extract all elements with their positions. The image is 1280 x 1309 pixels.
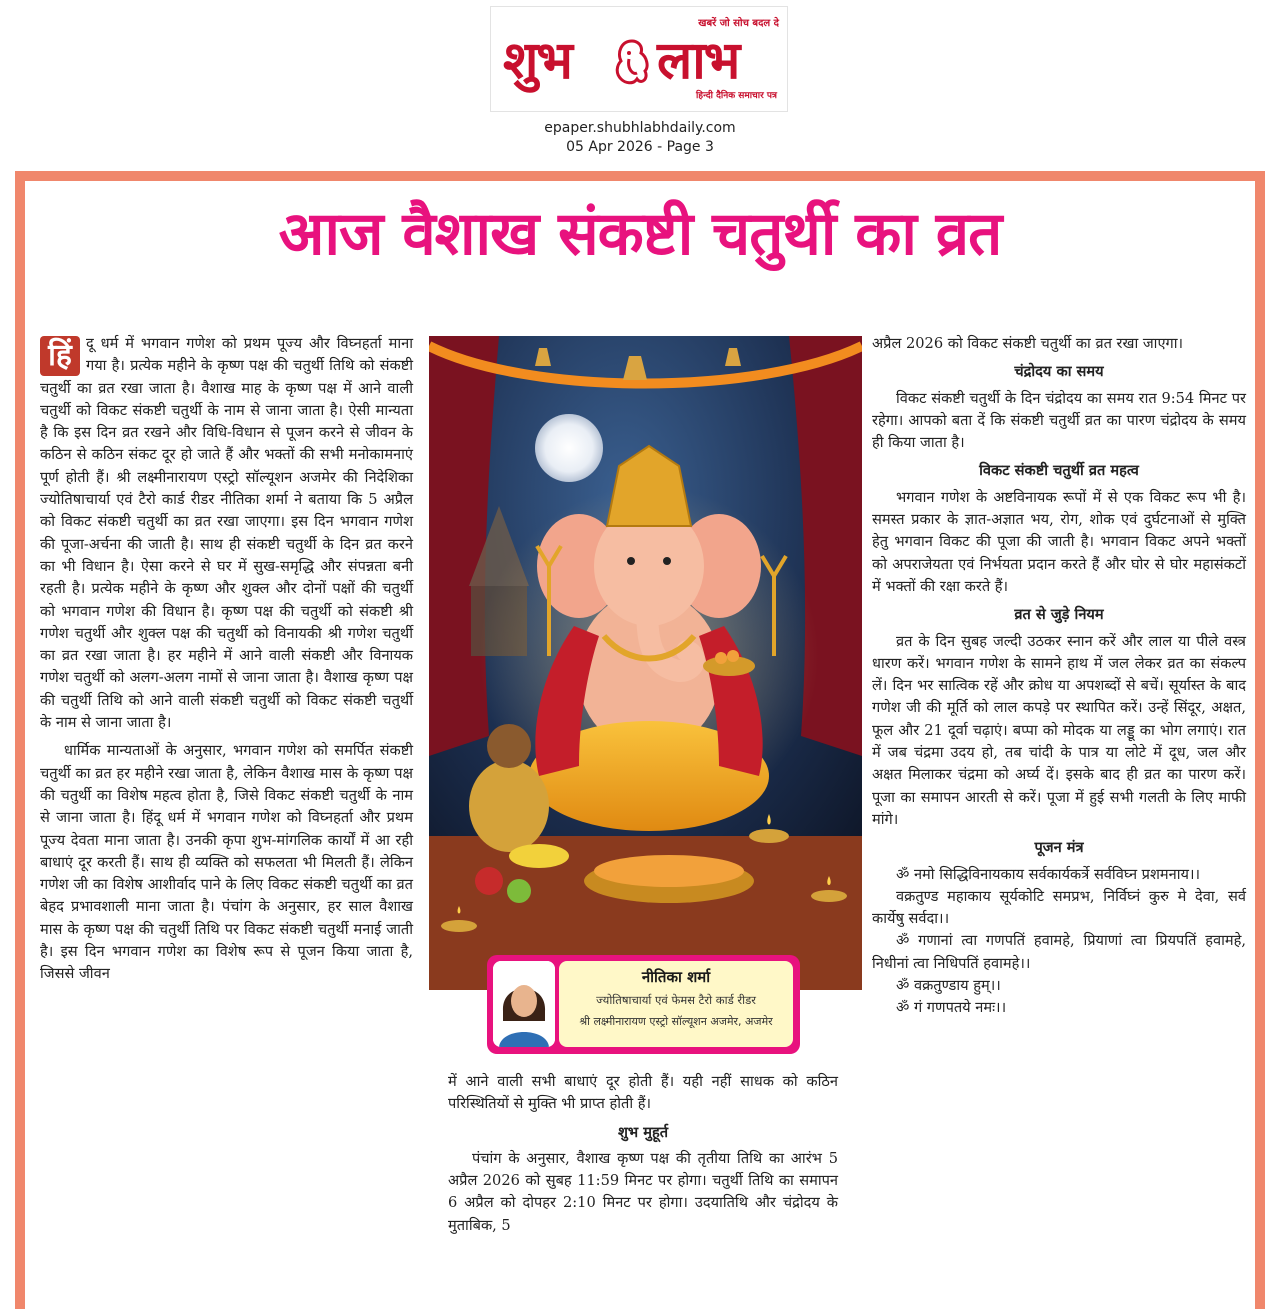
issue-date-page: 05 Apr 2026 - Page 3 (566, 139, 714, 155)
author-name: नीतिका शर्मा (641, 968, 711, 986)
article-paragraph: पंचांग के अनुसार, वैशाख कृष्ण पक्ष की तृतीया तिथि का आरंभ 5 अप्रैल 2026 को सुबह 11:59 मिनट पर होगा। चतुर्थी तिथि का समापन 6 अप्रैल को दोपहर 2:10 मिनट पर होगा। उदयातिथि और चंद्रोदय के मुताबिक, 5 (448, 1149, 838, 1234)
masthead-subtag: हिन्दी दैनिक समाचार पत्र (695, 91, 777, 101)
masthead (490, 6, 788, 112)
epaper-url[interactable]: epaper.shubhlabhdaily.com (544, 120, 736, 136)
article-column-1 (40, 333, 413, 986)
section-heading: पूजन मंत्र (1034, 839, 1084, 857)
brand-name-left: शुभ (503, 31, 571, 91)
masthead-tagline: खबरें जो सोच बदल दे (698, 18, 779, 29)
section-heading: विकट संकष्टी चतुर्थी व्रत महत्व (979, 462, 1139, 480)
article-column-3 (872, 333, 1246, 1020)
author-avatar (493, 961, 555, 1047)
mantra-line: ॐ गणानां त्वा गणपतिं हवामहे, प्रियाणां त्वा प्रियपतिं हवामहे, निधीनां त्वा निधिपतिं हवामहे।। (872, 932, 1246, 972)
section-heading: व्रत से जुड़े नियम (1014, 606, 1104, 624)
author-byline (487, 955, 800, 1054)
mantra-line: वक्रतुण्ड महाकाय सूर्यकोटि समप्रभ, निर्विघ्नं कुरु मे देवा, सर्व कार्येषु सर्वदा।। (872, 887, 1246, 928)
mantra-line: ॐ वक्रतुण्डाय हुम्।। (896, 977, 1001, 995)
article-headline: आज वैशाख संकष्टी चतुर्थी का व्रत (278, 199, 1002, 269)
section-heading: चंद्रोदय का समय (1014, 363, 1104, 381)
ganesha-illustration-icon (429, 336, 862, 990)
article-paragraph: में आने वाली सभी बाधाएं दूर होती हैं। यही नहीं साधक को कठिन परिस्थितियों से मुक्ति भी प्राप्त होती हैं। (448, 1073, 838, 1113)
author-card (559, 961, 793, 1047)
article-paragraph: विकट संकष्टी चतुर्थी के दिन चंद्रोदय का समय रात 9:54 मिनट पर रहेगा। आपको बता दें कि संकष्टी चतुर्थी व्रत का पारण चंद्रोदय के समय ही किया जाता है। (872, 389, 1246, 452)
article-column-2 (448, 1071, 838, 1237)
mantra-line: ॐ गं गणपतये नमः।। (896, 999, 1007, 1017)
article-paragraph: हिं दू धर्म में भगवान गणेश को प्रथम पूज्य और विघ्नहर्ता माना गया है। प्रत्येक महीने के कृष्ण पक्ष की चतुर्थी तिथि को संकष्टी चतुर्थी का व्रत रखा जाता है। वैशाख माह के कृष्ण पक्ष में आने वाली चतुर्थी को विकट संकष्टी चतुर्थी के नाम से जाना जाता है। ऐसी मान्यता है कि इस दिन व्रत रखने और विधि-विधान से पूजन करने से जीवन के कठिन से कठिन संकट दूर हो जाते हैं और भक्तों की सभी मनोकामनाएं पूर्ण होती हैं। श्री लक्ष्मीनारायण एस्ट्रो सॉल्यूशन अजमेर की निदेशिका ज्योतिषाचार्या एवं टैरो कार्ड रीडर नीतिका शर्मा ने बताया कि 5 अप्रैल को विकट संकष्टी चतुर्थी का व्रत रखा जाएगा। इस दिन भगवान गणेश की पूजा-अर्चना की जाती है। साथ ही संकष्टी चतुर्थी के दिन व्रत करने का भी विधान है। ऐसा करने से घर में सुख-समृद्धि और संपन्नता बनी रहती है। प्रत्येक महीने के कृष्ण और शुक्ल और दोनों पक्षों की चतुर्थी को भगवान गणेश की विधान है। कृष्ण पक्ष की चतुर्थी को संकष्टी श्री गणेश चतुर्थी और शुक्ल पक्ष की चतुर्थी को विनायकी श्री गणेश चतुर्थी का व्रत रखा जाता है। हर महीने में आने वाली संकष्टी और विनायक गणेश चतुर्थी को अलग-अलग नामों से जाना जाता है। वैशाख कृष्ण पक्ष की चतुर्थी तिथि को आने वाली संकष्टी चतुर्थी को विकट संकष्टी चतुर्थी के नाम से जाना जाता है। (40, 335, 413, 732)
section-heading: शुभ मुहूर्त (617, 1123, 669, 1141)
mantra-line: ॐ नमो सिद्धिविनायकाय सर्वकार्यकर्त्रे सर्वविघ्न प्रशमनाय।। (896, 865, 1201, 883)
author-organization: श्री लक्ष्मीनारायण एस्ट्रो सॉल्यूशन अजमेर, अजमेर (579, 1015, 773, 1028)
article-paragraph: भगवान गणेश के अष्टविनायक रूपों में से एक विकट रूप भी है। समस्त प्रकार के ज्ञात-अज्ञात भय, रोग, शोक एवं दुर्घटनाओं से मुक्ति हेतु भगवान विकट की पूजा की जाती है। भगवान विकट अपने भक्तों को अपराजेयता एवं निर्भयता प्रदान करते हैं और घोर से घोर महासंकटों में भक्तों की रक्षा करते हैं। (872, 488, 1246, 595)
ganesha-logo-icon (607, 33, 657, 93)
brand-name-right: लाभ (657, 31, 739, 91)
author-role: ज्योतिषाचार्या एवं फेमस टैरो कार्ड रीडर (596, 993, 756, 1007)
article-paragraph: धार्मिक मान्यताओं के अनुसार, भगवान गणेश को समर्पित संकष्टी चतुर्थी का व्रत हर महीने रखा जाता है, लेकिन वैशाख मास के कृष्ण पक्ष की चतुर्थी का विशेष महत्व होता है, जिसे विकट संकष्टी चतुर्थी के नाम से जाना जाता है। हिंदू धर्म में भगवान गणेश को विघ्नहर्ता और प्रथम पूज्य देवता माना जाता है। उनकी कृपा शुभ-मांगलिक कार्यों में आ रही बाधाएं दूर करती हैं। साथ ही व्यक्ति को सफलता भी मिलती हैं। लेकिन गणेश जी का विशेष आशीर्वाद पाने के लिए विकट संकष्टी चतुर्थी का व्रत बेहद प्रभावशाली माना जाता है। पंचांग के अनुसार, हर साल वैशाख मास के कृष्ण पक्ष की चतुर्थी तिथि पर विकट संकष्टी चतुर्थी मनाई जाती है। इस दिन भगवान गणेश का विशेष रूप से पूजन किया जाता है, जिससे जीवन (40, 742, 413, 983)
article-paragraph: अप्रैल 2026 को विकट संकष्टी चतुर्थी का व्रत रखा जाएगा। (872, 335, 1184, 352)
drop-cap: हिं (40, 336, 80, 376)
article-paragraph: व्रत के दिन सुबह जल्दी उठकर स्नान करें और लाल या पीले वस्त्र धारण करें। भगवान गणेश के सामने हाथ में जल लेकर व्रत का संकल्प लें। दिन भर सात्विक रहें और क्रोध या अपशब्दों से बचें। सूर्यास्त के बाद गणेश जी की मूर्ति को लाल कपड़े पर स्थापित करें। उन्हें सिंदूर, अक्षत, फूल और 21 दूर्वा चढ़ाएं। बप्पा को मोदक या लड्डू का भोग लगाएं। रात में जब चंद्रमा उदय हो, तब चांदी के पात्र या लोटे में दूध, जल और अक्षत मिलाकर चंद्रमा को अर्घ्य दें। इसके बाद ही व्रत का पारण करें। पूजा का समापन आरती से करें। पूजा में हुई सभी गलती के लिए माफी मांगे। (872, 632, 1246, 828)
